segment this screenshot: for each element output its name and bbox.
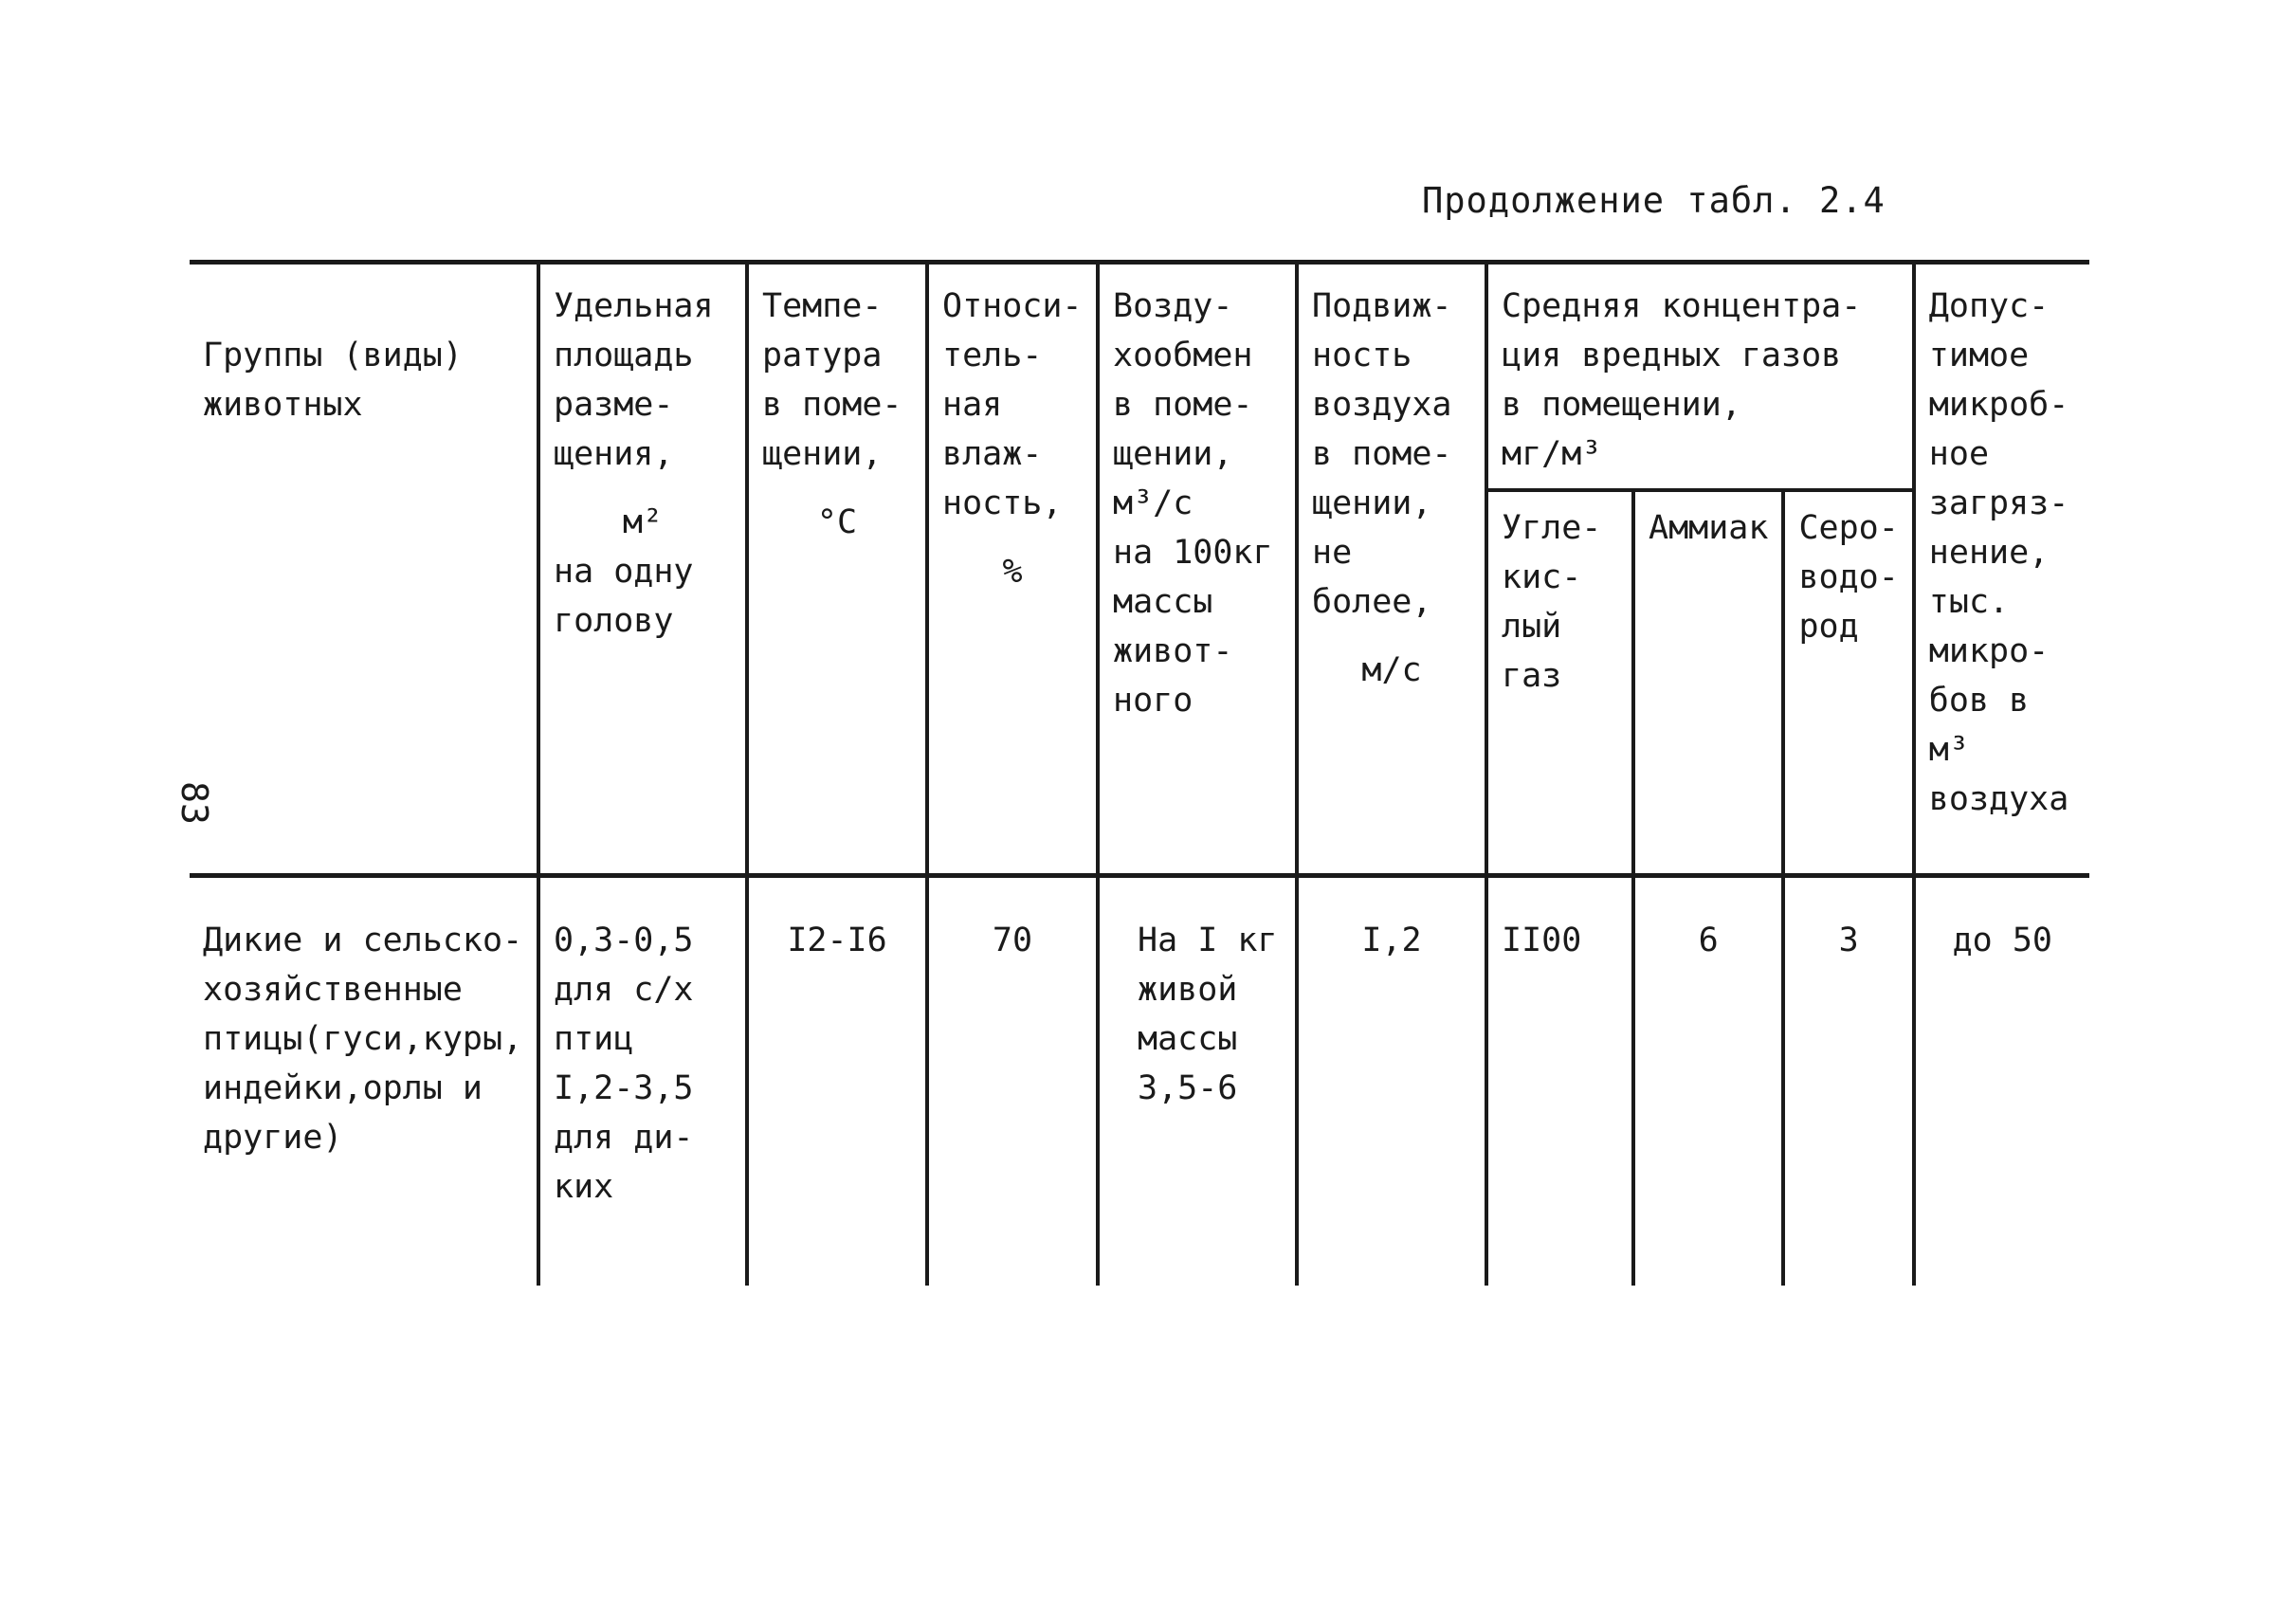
cell-air-exchange: На I кг живой массы 3,5-6 [1098,876,1297,1286]
header-specific-area-tail: на одну голову [554,553,694,640]
cell-humidity: 70 [927,876,1098,1286]
header-air-exchange: Возду- хообмен в поме- щении, м³/с на 100кг массы живот- ного [1098,263,1297,876]
header-microbial-load: Допус- тимое микроб- ное загряз- нение, тыс. микро- бов в м³ воздуха [1914,263,2089,876]
cell-ammonia: 6 [1633,876,1783,1286]
cell-carbon-dioxide: II00 [1486,876,1633,1286]
header-specific-area [538,263,747,876]
cell-air-mobility: I,2 [1297,876,1486,1286]
header-humidity-label: Относи- тель- ная влаж- ность, [942,287,1083,522]
cell-temperature: I2-I6 [747,876,927,1286]
header-air-mobility [1297,263,1486,876]
header-humidity [927,263,1098,876]
cell-hydrogen-sulfide: 3 [1783,876,1913,1286]
cell-animal-group: Дикие и сельско- хозяйственные птицы(гуси,куры, индейки,орлы и другие) [203,921,523,1157]
page-number: 83 [173,781,215,825]
header-specific-area-unit: м² [622,503,664,541]
cell-specific-area: 0,3-0,5 для с/х птиц I,2-3,5 для ди- ких [538,876,747,1286]
header-air-mobility-label: Подвиж- ность воздуха в поме- щении, не более, [1312,287,1452,621]
header-harmful-gases: Средняя концентра- ция вредных газов в помещении, мг/м³ [1486,263,1914,491]
header-air-mobility-unit: м/с [1361,651,1422,689]
ventilation-norms-table [190,260,2089,1286]
header-carbon-dioxide: Угле- кис- лый газ [1486,490,1633,876]
table-caption: Продолжение табл. 2.4 [1422,180,1886,221]
table-row [190,876,2089,1286]
header-hydrogen-sulfide: Серо- водо- род [1783,490,1913,876]
header-temperature-label: Темпе- ратура в поме- щении, [762,287,902,473]
header-temperature-unit: °С [816,503,858,541]
cell-microbial-load: до 50 [1914,876,2089,1286]
header-ammonia: Аммиак [1633,490,1783,876]
header-humidity-unit: % [1002,553,1023,591]
header-animal-group: Группы (виды) животных [190,263,538,876]
header-specific-area-label: Удельная площадь разме- щения, [554,287,714,473]
header-temperature [747,263,927,876]
